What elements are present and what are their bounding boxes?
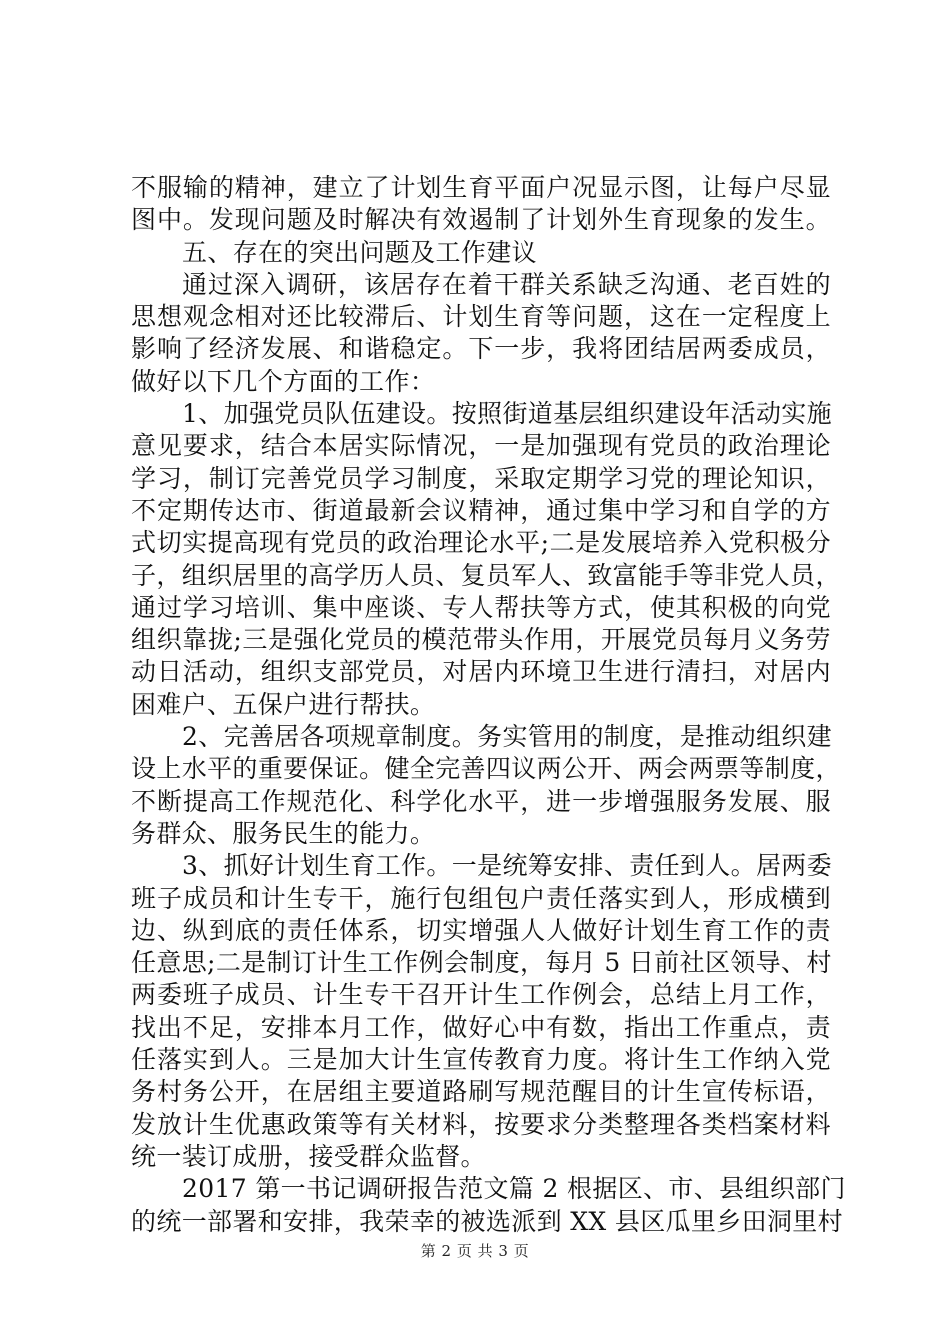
document-body bbox=[131, 172, 846, 1238]
page-footer bbox=[0, 1240, 950, 1261]
text-line: 两委班子成员、计生专干召开计生工作例会，总结上月工作， bbox=[131, 980, 831, 1010]
text-line: 思想观念相对还比较滞后、计划生育等问题，这在一定程度上 bbox=[131, 302, 831, 332]
text-line: 不服输的精神，建立了计划生育平面户况显示图，让每户尽显 bbox=[131, 173, 831, 202]
text-line: 不定期传达市、街道最新会议精神，通过集中学习和自学的方 bbox=[131, 495, 831, 525]
text-line: 任意思;二是制订计生工作例会制度，每月 5 日前社区领导、村 bbox=[131, 948, 832, 978]
text-line: 发放计生优惠政策等有关材料，按要求分类整理各类档案材料 bbox=[131, 1109, 831, 1139]
text-line: 2、完善居各项规章制度。务实管用的制度，是推动组织建 bbox=[182, 722, 833, 752]
text-line: 影响了经济发展、和谐稳定。下一步，我将团结居两委成员， bbox=[131, 334, 831, 364]
text-line: 式切实提高现有党员的政治理论水平;二是发展培养入党积极分 bbox=[131, 528, 831, 558]
text-line: 任落实到人。三是加大计生宣传教育力度。将计生工作纳入党 bbox=[131, 1045, 831, 1075]
page-number: 第 2 页 共 3 页 bbox=[420, 1242, 530, 1260]
text-line: 通过深入调研，该居存在着干群关系缺乏沟通、老百姓的 bbox=[182, 269, 831, 299]
text-line: 2017 第一书记调研报告范文篇 2 根据区、市、县组织部门 bbox=[182, 1174, 846, 1204]
text-line: 的统一部署和安排，我荣幸的被选派到 XX 县区瓜里乡田洞里村 bbox=[131, 1206, 843, 1236]
text-line: 学习，制订完善党员学习制度，采取定期学习党的理论知识， bbox=[131, 463, 831, 493]
text-line: 务群众、服务民生的能力。 bbox=[131, 818, 436, 848]
text-line: 边、纵到底的责任体系，切实增强人人做好计划生育工作的责 bbox=[131, 915, 831, 945]
text-line: 务村务公开，在居组主要道路刷写规范醒目的计生宣传标语， bbox=[131, 1077, 831, 1107]
text-line: 五、存在的突出问题及工作建议 bbox=[182, 237, 537, 267]
text-line: 做好以下几个方面的工作： bbox=[131, 366, 436, 396]
text-line: 动日活动，组织支部党员，对居内环境卫生进行清扫，对居内 bbox=[131, 657, 831, 687]
text-line: 图中。发现问题及时解决有效遏制了计划外生育现象的发生。 bbox=[131, 205, 831, 235]
text-line: 通过学习培训、集中座谈、专人帮扶等方式，使其积极的向党 bbox=[131, 592, 831, 622]
text-line: 困难户、五保户进行帮扶。 bbox=[131, 689, 436, 719]
text-line: 找出不足，安排本月工作，做好心中有数，指出工作重点，责 bbox=[131, 1012, 831, 1042]
text-line: 3、抓好计划生育工作。一是统筹安排、责任到人。居两委 bbox=[182, 851, 833, 881]
text-line: 统一装订成册，接受群众监督。 bbox=[131, 1141, 486, 1171]
text-line: 班子成员和计生专干，施行包组包户责任落实到人，形成横到 bbox=[131, 883, 831, 913]
text-line: 组织靠拢;三是强化党员的模范带头作用，开展党员每月义务劳 bbox=[131, 625, 831, 655]
text-line: 不断提高工作规范化、科学化水平，进一步增强服务发展、服 bbox=[131, 786, 831, 816]
text-line: 设上水平的重要保证。健全完善四议两公开、两会两票等制度， bbox=[131, 754, 841, 784]
text-line: 子，组织居里的高学历人员、复员军人、致富能手等非党人员， bbox=[131, 560, 841, 590]
text-line: 意见要求，结合本居实际情况，一是加强现有党员的政治理论 bbox=[131, 431, 831, 461]
text-line: 1、加强党员队伍建设。按照街道基层组织建设年活动实施 bbox=[182, 399, 833, 429]
